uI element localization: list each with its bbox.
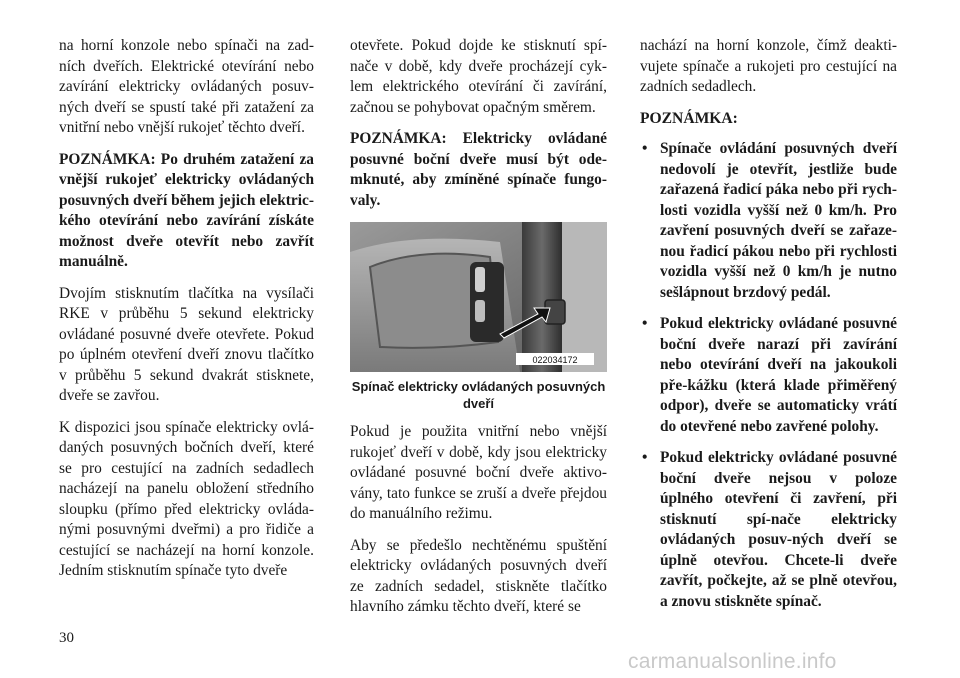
- bullet-icon: •: [642, 140, 648, 157]
- list-item-text: Pokud elektricky ovládané posuvné boční dveře nejsou v poloze úplného otevření či zavření, při stisknutí spí-nače elektricky ovládaných posuv-ných dveří se úplně otevřou. Chcete-li dveře zavřít, počkejte, až se plně otevřou, a znovu stiskněte spínač.: [660, 449, 897, 610]
- list-item-text: Spínače ovládání posuvných dveří nedovolí je otevřít, jestliže bude zařazená řadicí páka nebo při rych-losti vozidla vyšší než 0 km/h. Pro zavření posuvných dveří se zařaze-nou řadicí pákou nebo při rychlosti vozidla vyšší než 0 km/h je nutno sešlápnout brzdový pedál.: [660, 140, 897, 301]
- image-code: 022034172: [532, 355, 578, 365]
- page-number: 30: [59, 630, 74, 646]
- paragraph: otevřete. Pokud dojde ke stisknutí spí-nače v době, kdy dveře procházejí cyk-lem elektrického otevírání či zavírání, začnou se pohybovat opačným směrem.: [350, 37, 607, 116]
- note-heading: POZNÁMKA:: [640, 109, 738, 127]
- list-item: [640, 448, 897, 612]
- paragraph: K dispozici jsou spínače elektricky ovlá-daných posuvných bočních dveří, které se pro cestující na zadních sedadlech nacházejí na panelu obložení středního sloupku (přímo před elektricky ovláda-nými posuvnými dveřmi) a pro řidiče a cestující se nacházejí na horní konzole. Jedním stisknutím spínače tyto dveře: [59, 418, 314, 579]
- paragraph: na horní konzole nebo spínači na zad-ních dveřích. Elektrické otevírání nebo zavírání elektricky ovládaných posuv-ných dveří se spustí také při zatažení za vnitřní nebo vnější rukojeť těchto dveří.: [59, 37, 314, 136]
- paragraph: Dvojím stisknutím tlačítka na vysílači RKE v průběhu 5 sekund elektricky ovládané posuvné dveře otevřete. Pokud po úplném otevření dveří znovu tlačítko v průběhu 5 sekund dvakrát stisknete, dveře se zavřou.: [59, 284, 314, 404]
- watermark: carmanualsonline.info: [628, 650, 837, 673]
- paragraph: Aby se předešlo nechtěnému spuštění elektricky ovládaných posuvných dveří ze zadních sedadel, stiskněte tlačítko hlavního zámku těchto dveří, které se: [350, 536, 607, 615]
- paragraph: Pokud je použita vnitřní nebo vnější rukojeť dveří v době, kdy jsou elektricky ovládané posuvné boční dveře aktivo-vány, tato funkce se zruší a dveře přejdou do manuálního režimu.: [350, 423, 607, 522]
- bullet-icon: •: [642, 449, 648, 466]
- list-item: [640, 314, 897, 437]
- paragraph: nachází na horní konzole, čímž deakti-vujete spínače a rukojeti pro cestující na zadních sedadlech.: [640, 37, 897, 95]
- bullet-icon: •: [642, 315, 648, 332]
- door-switch-photo: [350, 222, 607, 372]
- column-2: [350, 36, 607, 629]
- column-1: [59, 36, 314, 593]
- figure-caption: Spínač elektricky ovládaných posuvných dveří: [351, 379, 606, 411]
- note-paragraph: POZNÁMKA: Po druhém zatažení za vnější rukojeť elektricky ovládaných posuvných dveří během jejich elektric-kého otevírání nebo zavírání získáte možnost dveře otevřít nebo zavřít manuálně.: [59, 150, 314, 270]
- column-3: [640, 36, 897, 623]
- list-item: [640, 139, 897, 303]
- door-switch-illustration: [350, 222, 607, 372]
- list-item-text: Pokud elektricky ovládané posuvné boční dveře narazí při zavírání nebo otevírání dveří na jakoukoli pře-kážku (která klade přiměřený odpor), dveře se automaticky vrátí do otevřené nebo zavřené polohy.: [660, 315, 897, 435]
- note-bullet-list: [640, 139, 897, 612]
- note-paragraph: POZNÁMKA: Elektricky ovládané posuvné boční dveře musí být ode-mknuté, aby zmíněné spínače fungo-valy.: [350, 130, 607, 209]
